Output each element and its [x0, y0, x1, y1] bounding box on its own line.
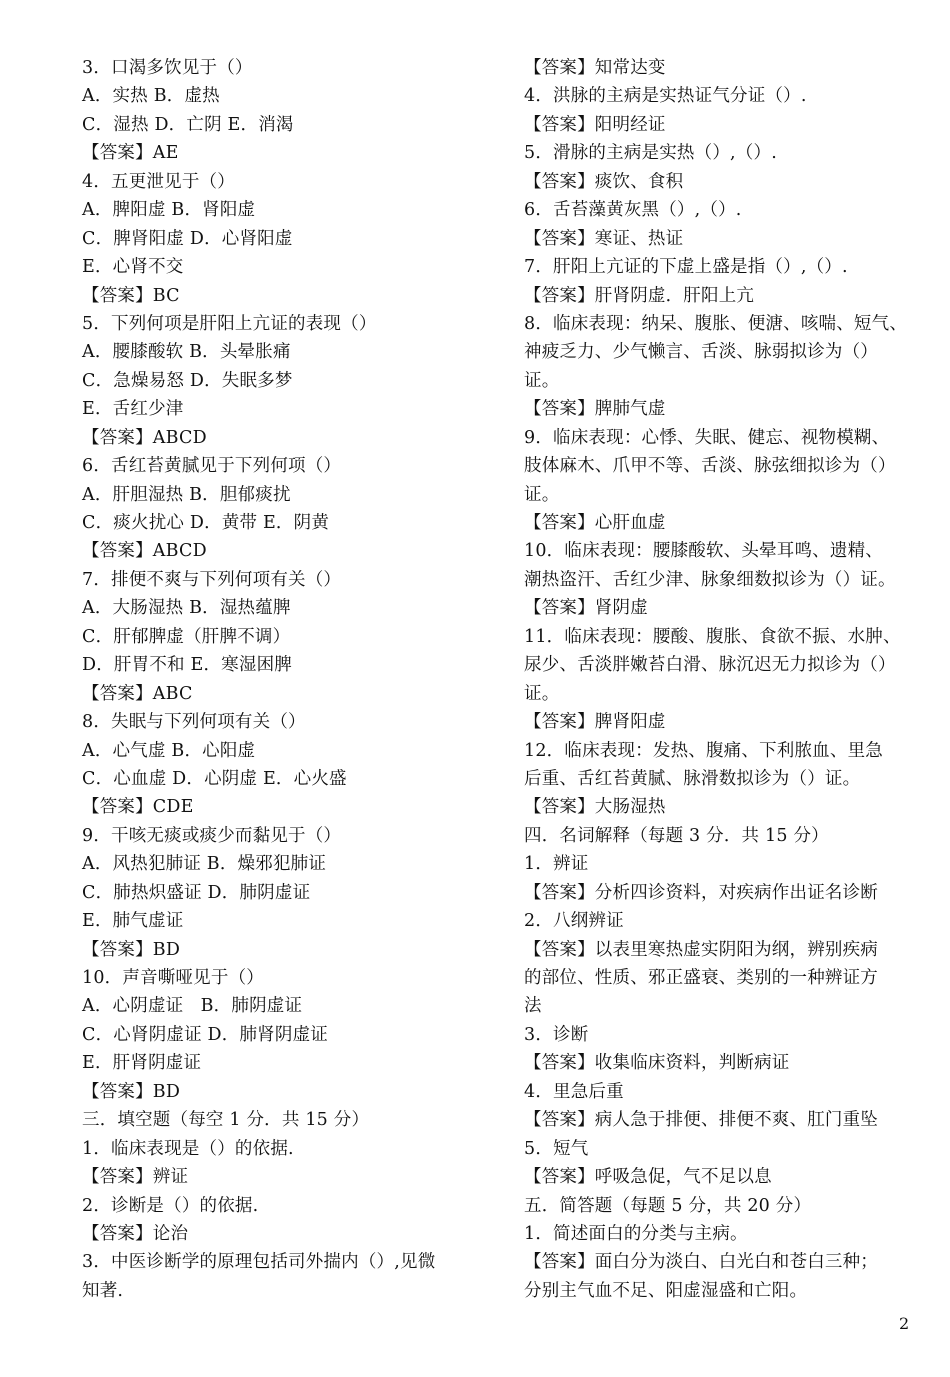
- text-line: A．腰膝酸软 B．头晕胀痛: [82, 342, 291, 363]
- text-line: 6．舌红苔黄腻见于下列何项（）: [82, 456, 342, 477]
- text-line: 11．临床表现：腰酸、腹胀、食欲不振、水肿、: [524, 626, 901, 647]
- text-line: 尿少、舌淡胖嫩苔白滑、脉沉迟无力拟诊为（）: [524, 655, 896, 676]
- text-line: 2．八纲辨证: [524, 911, 624, 932]
- text-line: C．心肾阴虚证 D．肺肾阴虚证: [82, 1024, 328, 1045]
- text-line: 【答案】病人急于排便、排便不爽、肛门重坠: [524, 1110, 878, 1131]
- text-line: A．心阴虚证 B．肺阴虚证: [82, 996, 303, 1017]
- text-line: 【答案】知常达变: [524, 58, 666, 78]
- text-line: 【答案】阳明经证: [524, 114, 666, 135]
- text-line: 5．下列何项是肝阳上亢证的表现（）: [82, 313, 377, 334]
- text-line: 证。: [524, 683, 560, 704]
- text-line: 【答案】大肠湿热: [524, 797, 666, 818]
- text-line: 1．辨证: [524, 854, 589, 875]
- text-line: 【答案】ABCD: [82, 541, 207, 562]
- right-column: [524, 54, 914, 1305]
- text-line: 【答案】寒证、热证: [524, 228, 684, 249]
- text-line: A．实热 B．虚热: [82, 86, 220, 107]
- text-line: 9．临床表现：心悸、失眠、健忘、视物模糊、: [524, 427, 890, 448]
- text-line: C．脾肾阳虚 D．心肾阳虚: [82, 228, 293, 249]
- text-line: 8．失眠与下列何项有关（）: [82, 712, 306, 733]
- text-line: 【答案】ABC: [82, 683, 193, 704]
- text-line: A．风热犯肺证 B．燥邪犯肺证: [82, 854, 327, 875]
- text-line: 知著.: [82, 1280, 124, 1301]
- text-line: 3．诊断: [524, 1024, 589, 1045]
- text-line: 后重、舌红苔黄腻、脉滑数拟诊为（）证。: [524, 768, 861, 789]
- text-line: 肢体麻木、爪甲不等、舌淡、脉弦细拟诊为（）: [524, 456, 896, 477]
- text-line: 【答案】面白分为淡白、白光白和苍白三种；: [524, 1252, 878, 1273]
- text-line: 2．诊断是（）的依据.: [82, 1195, 259, 1216]
- text-line: 10．声音嘶哑见于（）: [82, 968, 264, 988]
- text-line: 【答案】辨证: [82, 1167, 189, 1188]
- text-line: 【答案】肝肾阴虚．肝阳上亢: [524, 285, 755, 306]
- text-line: 4．里急后重: [524, 1081, 624, 1102]
- text-line: A．大肠湿热 B．湿热蕴脾: [82, 598, 291, 619]
- text-line: 分别主气血不足、阳虚湿盛和亡阳。: [524, 1280, 808, 1301]
- text-line: 【答案】BD: [82, 1081, 181, 1102]
- text-line: 【答案】痰饮、食积: [524, 171, 684, 192]
- text-line: 法: [524, 996, 542, 1017]
- text-line: 7．排便不爽与下列何项有关（）: [82, 569, 342, 590]
- text-line: C．痰火扰心 D．黄带 E．阴黄: [82, 513, 330, 533]
- text-line: 【答案】呼吸急促，气不足以息: [524, 1167, 772, 1188]
- text-line: 【答案】心肝血虚: [524, 513, 666, 533]
- text-line: 【答案】以表里寒热虚实阴阳为纲，辨别疾病: [524, 939, 878, 960]
- text-line: 5．滑脉的主病是实热（）,（）.: [524, 143, 777, 164]
- text-line: E．肝肾阴虚证: [82, 1053, 202, 1074]
- text-line: A．心气虚 B．心阳虚: [82, 740, 256, 761]
- text-line: E．心肾不交: [82, 257, 184, 278]
- text-line: C．肝郁脾虚（肝脾不调）: [82, 626, 291, 647]
- text-line: 【答案】收集临床资料，判断病证: [524, 1053, 790, 1074]
- text-line: 10．临床表现：腰膝酸软、头晕耳鸣、遗精、: [524, 541, 883, 562]
- text-line: 8．临床表现：纳呆、腹胀、便溏、咳喘、短气、: [524, 313, 908, 334]
- text-line: 【答案】AE: [82, 143, 179, 164]
- text-line: 神疲乏力、少气懒言、舌淡、脉弱拟诊为（）: [524, 342, 878, 363]
- left-column: [82, 54, 492, 1305]
- text-line: 【答案】肾阴虚: [524, 598, 648, 619]
- text-line: 5．短气: [524, 1138, 589, 1159]
- text-line: 6．舌苔藻黄灰黑（）,（）.: [524, 200, 742, 221]
- text-line: 7．肝阳上亢证的下虚上盛是指（）,（）.: [524, 257, 848, 278]
- text-line: 3．中医诊断学的原理包括司外揣内（）,见微: [82, 1252, 436, 1273]
- text-line: 三．填空题（每空 1 分．共 15 分）: [82, 1110, 370, 1131]
- text-line: 1．简述面白的分类与主病。: [524, 1223, 748, 1244]
- text-line: 【答案】脾肾阳虚: [524, 712, 666, 733]
- text-line: C．肺热炽盛证 D．肺阴虚证: [82, 882, 311, 903]
- text-line: 【答案】脾肺气虚: [524, 399, 666, 420]
- text-line: 证。: [524, 370, 560, 391]
- text-line: 【答案】论治: [82, 1223, 189, 1244]
- text-line: 1．临床表现是（）的依据.: [82, 1138, 294, 1159]
- text-line: E．舌红少津: [82, 399, 184, 420]
- text-line: 4．洪脉的主病是实热证气分证（）.: [524, 86, 807, 107]
- text-line: A．脾阳虚 B．肾阳虚: [82, 200, 256, 221]
- text-line: C．急燥易怒 D．失眠多梦: [82, 370, 293, 391]
- text-line: 9．干咳无痰或痰少而黏见于（）: [82, 825, 342, 846]
- text-line: C．湿热 D．亡阴 E．消渴: [82, 114, 294, 135]
- text-line: 12．临床表现：发热、腹痛、下利脓血、里急: [524, 740, 883, 761]
- text-line: E．肺气虚证: [82, 911, 184, 932]
- text-line: A．肝胆湿热 B．胆郁痰扰: [82, 484, 291, 505]
- text-line: 【答案】BC: [82, 285, 180, 306]
- text-line: 3．口渴多饮见于（）: [82, 58, 253, 78]
- text-line: 【答案】BD: [82, 939, 181, 960]
- text-line: C．心血虚 D．心阴虚 E．心火盛: [82, 768, 347, 789]
- text-line: 潮热盗汗、舌红少津、脉象细数拟诊为（）证。: [524, 569, 896, 590]
- text-line: 【答案】CDE: [82, 797, 194, 818]
- page-number: 2: [899, 1314, 910, 1333]
- text-line: 【答案】分析四诊资料，对疾病作出证名诊断: [524, 882, 878, 903]
- text-line: 4．五更泄见于（）: [82, 171, 235, 192]
- text-line: D．肝胃不和 E．寒湿困脾: [82, 655, 292, 676]
- text-line: 证。: [524, 484, 560, 505]
- text-line: 四．名词解释（每题 3 分．共 15 分）: [524, 825, 829, 846]
- text-line: 的部位、性质、邪正盛衰、类别的一种辨证方: [524, 968, 878, 988]
- text-line: 五．简答题（每题 5 分，共 20 分）: [524, 1195, 812, 1216]
- text-line: 【答案】ABCD: [82, 427, 207, 448]
